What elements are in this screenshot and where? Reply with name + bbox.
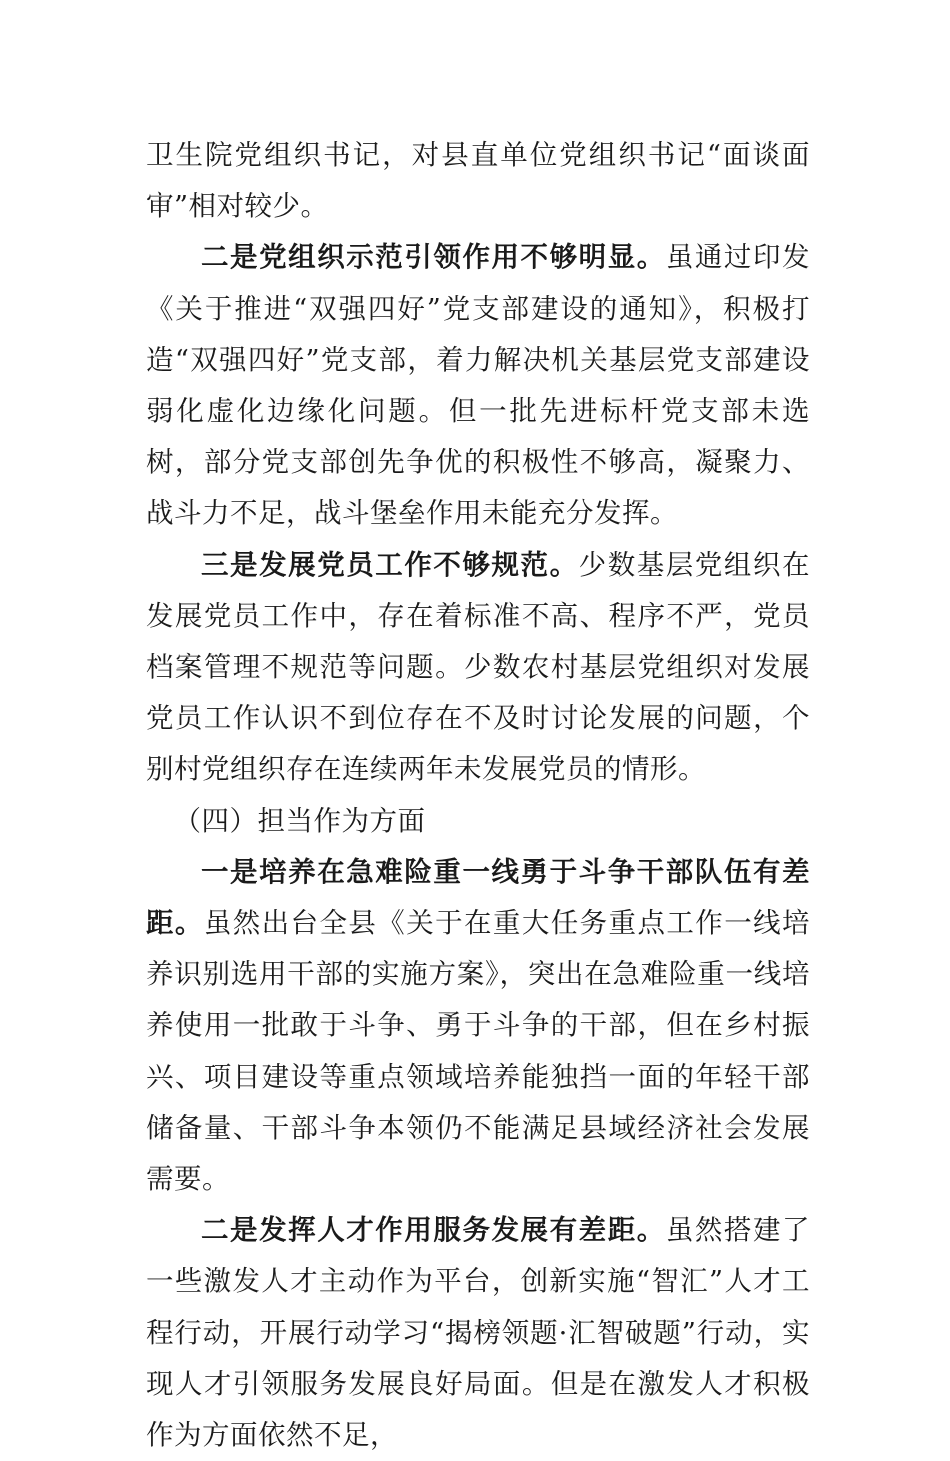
paragraph-lead: 三是发展党员工作不够规范。 (201, 548, 579, 581)
paragraph-text: 少数基层党组织在发展党员工作中，存在着标准不高、程序不严，党员档案管理不规范等问题。少数农村基层党组织对发展党员工作认识不到位存在不及时讨论发展的问题，个别村党组织存在连续两年未发展党员的情形。 (146, 548, 811, 786)
paragraph-cadre-training (146, 847, 810, 1205)
paragraph-member-development (146, 540, 810, 796)
paragraph-text: 虽然出台全县《关于在重大任务重点工作一线培养识别选用干部的实施方案》，突出在急难险重一线培养使用一批敢于斗争、勇于斗争的干部，但在乡村振兴、项目建设等重点领域培养能独挡一面的年轻干部储备量、干部斗争本领仍不能满足县域经济社会发展需要。 (146, 907, 811, 1196)
section-heading: （四）担当作为方面 (173, 804, 426, 837)
document-body (146, 130, 810, 1461)
paragraph-lead: 二是发挥人才作用服务发展有差距。 (201, 1214, 666, 1247)
paragraph-text: 卫生院党组织书记，对县直单位党组织书记“面谈面审”相对较少。 (146, 139, 810, 223)
paragraph-lead: 二是党组织示范引领作用不够明显。 (201, 241, 666, 274)
paragraph-continued (146, 130, 810, 232)
paragraph-talent-role (146, 1205, 810, 1461)
paragraph-party-exemplary-role (146, 232, 810, 539)
paragraph-text: 虽然搭建了一些激发人才主动作为平台，创新实施“智汇”人才工程行动，开展行动学习“揭榜领题·汇智破题”行动，实现人才引领服务发展良好局面。但是在激发人才积极作为方面依然不足， (146, 1214, 811, 1452)
paragraph-lead: 一是培养在急难险重一线勇于斗争干部队伍有差距。 (146, 855, 810, 940)
paragraph-text: 虽通过印发《关于推进“双强四好”党支部建设的通知》，积极打造“双强四好”党支部，着力解决机关基层党支部建设弱化虚化边缘化问题。但一批先进标杆党支部未选树，部分党支部创先争优的积极性不够高，凝聚力、战斗力不足，战斗堡垒作用未能充分发挥。 (146, 241, 811, 530)
